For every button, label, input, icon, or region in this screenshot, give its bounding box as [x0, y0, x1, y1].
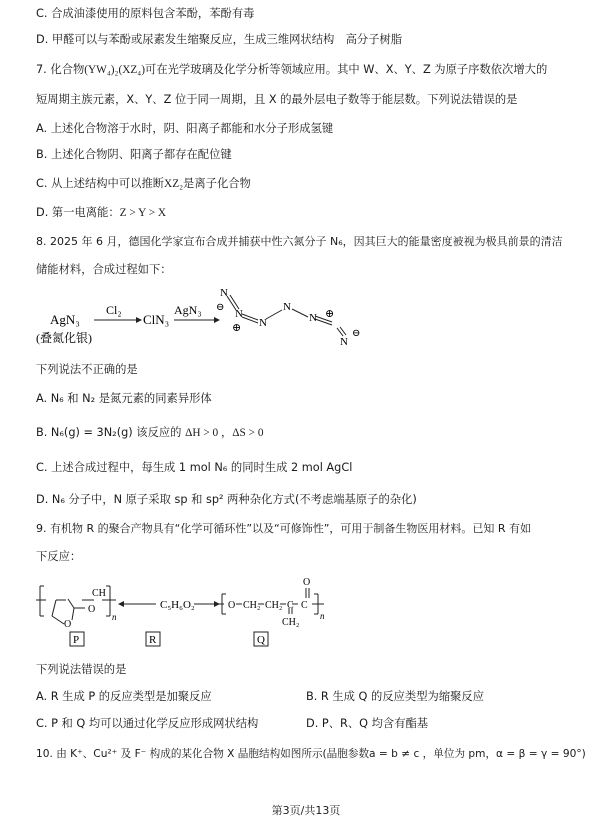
q7-option-d-formula: Z > Y > X [119, 207, 167, 219]
q7-stem-line2: 短周期主族元素，X、Y、Z 位于同一周期，且 X 的最外层电子数等于能层数。下列说法错误的是 [36, 93, 518, 106]
q7-option-c-part2: 是离子化合物 [183, 177, 251, 190]
n6-atom-4: N [283, 301, 291, 313]
q9-option-a: A. R 生成 P 的反应类型是加聚反应 [36, 690, 212, 703]
q9-stem-line1: 9. 有机物 R 的聚合产物具有“化学可循环性”以及“可修饰性”，可用于制备生物医用材料。已知 R 有如 [36, 522, 532, 535]
q8-prompt: 下列说法不正确的是 [36, 363, 138, 376]
n6-atom-1: N [220, 287, 228, 299]
q9-q-ch2-1: CH₂ [243, 600, 261, 611]
q8-option-b [36, 425, 264, 441]
n6-atom-2: N [235, 308, 243, 320]
n6-plus-charge-2: ⊕ [325, 308, 335, 320]
q8-option-d: D. N₆ 分子中，N 原子采取 sp 和 sp² 两种杂化方式(不考虑端基原子的杂化) [36, 493, 417, 506]
n6-minus-charge-1: ⊖ [216, 302, 225, 313]
q6-option-d: D. 甲醛可以与苯酚或尿素发生缩聚反应，生成三维网状结构 高分子树脂 [36, 33, 403, 46]
q8-option-b-part2: ΔH > 0 ，ΔS > 0 [185, 427, 264, 439]
q9-label-p: P [73, 634, 80, 646]
n6-atom-5: N [309, 312, 317, 324]
q9-arrow-to-p-head [118, 601, 124, 607]
q9-q-o-atom: O [228, 600, 236, 611]
q7-option-b: B. 上述化合物阴、阳离子都存在配位键 [36, 148, 232, 161]
q8-option-c: C. 上述合成过程中，每生成 1 mol N₆ 的同时生成 2 mol AgCl [36, 461, 353, 474]
q9-q-c-atom-1: C [287, 600, 294, 611]
q9-label-r: R [149, 634, 157, 646]
q8-stem-line2: 储能材料，合成过程如下： [36, 263, 172, 276]
q8-intermediate: ClN₃ [143, 312, 170, 327]
q10-stem-line1: 10. 由 K⁺、Cu²⁺ 及 F⁻ 构成的某化合物 X 晶胞结构如图所示(晶胞参数a = b ≠ c ，单位为 pm，α = β = γ = 90°) [36, 748, 586, 760]
q8-stem-line1: 8. 2025 年 6 月，德国化学家宣布合成并捕获中性六氮分子 N₆，因其巨大的能量密度被视为极具前景的清洁 [36, 235, 563, 248]
q8-reagent-1: Cl₂ [106, 303, 122, 317]
n6-atom-3: N [259, 317, 267, 329]
q9-q-subscript-n: n [320, 611, 325, 621]
q6-option-c: C. 合成油漆使用的原料包含苯酚，苯酚有毒 [36, 7, 255, 20]
q9-p-subscript-n: n [112, 612, 117, 622]
q9-label-q: Q [257, 634, 265, 646]
q9-r-formula: C₅H₆O₂ [160, 599, 195, 611]
n6-minus-charge-2: ⊖ [352, 328, 361, 339]
q8-reactant-name: (叠氮化银) [36, 331, 92, 345]
q9-prompt: 下列说法错误的是 [36, 663, 127, 676]
q7-option-c-formula: XZ₂ [164, 178, 184, 190]
q9-option-d: D. P、R、Q 均含有酯基 [306, 717, 429, 730]
n6-plus-charge-1: ⊕ [232, 322, 242, 334]
q9-q-methylene: CH₂ [282, 617, 300, 628]
q7-option-a: A. 上述化合物溶于水时，阴、阳离子都能和水分子形成氢键 [36, 122, 334, 135]
q7-option-d-part1: D. 第一电离能： [36, 206, 120, 219]
q9-p-ring-carbonyl-o: O [88, 604, 96, 615]
q9-q-c-atom-2: C [301, 600, 308, 611]
q9-stem-line2: 下反应： [36, 550, 82, 563]
q7-stem-part2: 可在光学玻璃及化学分析等领域应用。其中 W、X、Y、Z 为原子序数依次增大的 [145, 63, 548, 76]
q7-option-c [36, 176, 251, 192]
q9-option-c: C. P 和 Q 均可以通过化学反应形成网状结构 [36, 717, 259, 730]
q7-compound-formula: (YW₄)₂(XZ₄) [84, 64, 146, 76]
q8-synthesis-scheme [36, 284, 366, 354]
q9-option-b: B. R 生成 Q 的反应类型为缩聚反应 [306, 690, 485, 703]
q8-arrow-1-head [136, 317, 142, 323]
q7-stem-line1 [36, 62, 547, 78]
q9-p-ch-group: CH [92, 588, 106, 599]
q7-option-c-part1: C. 从上述结构中可以推断 [36, 177, 165, 190]
q8-option-a: A. N₆ 和 N₂ 是氮元素的同素异形体 [36, 392, 212, 405]
q7-option-d [36, 205, 166, 221]
n6-atom-6: N [340, 336, 348, 348]
page-footer: 第3页/共13页 [271, 804, 341, 817]
q8-arrow-2-head [214, 317, 220, 323]
q9-q-carbonyl-o: O [303, 577, 311, 588]
q9-q-ch2-2: CH₂ [265, 600, 283, 611]
q7-stem-part1: 7. 化合物 [36, 63, 85, 76]
q9-p-ring-o: O [64, 619, 72, 630]
q8-reactant: AgN₃ [50, 312, 80, 327]
q9-arrow-to-q-head [214, 601, 220, 607]
q9-reaction-scheme [36, 572, 336, 652]
q8-option-b-part1: B. N₆(g) = 3N₂(g) 该反应的 [36, 426, 182, 439]
q8-reagent-2: AgN₃ [174, 303, 202, 317]
